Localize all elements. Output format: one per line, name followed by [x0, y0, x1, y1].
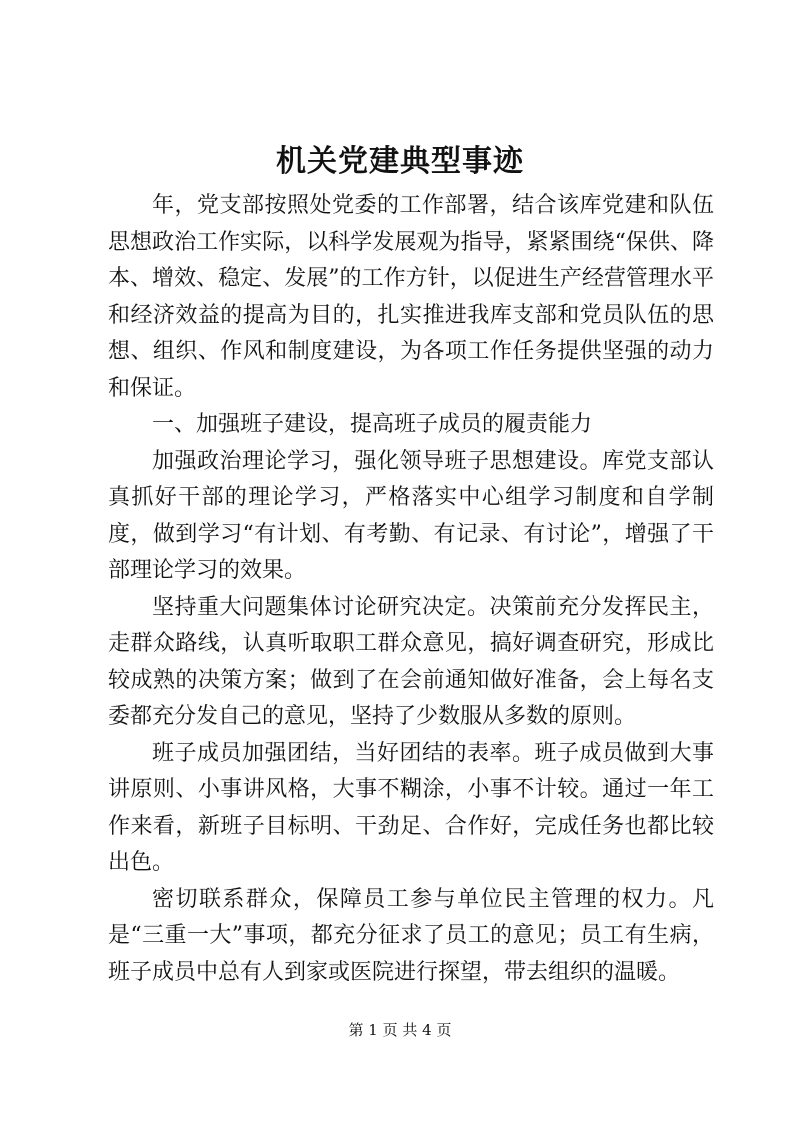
paragraph-unity: 班子成员加强团结，当好团结的表率。班子成员做到大事讲原则、小事讲风格，大事不糊涂，小事不计较。通过一年工作来看，新班子目标明、干劲足、合作好，完成任务也都比较出色。 — [108, 740, 714, 875]
document-title: 机关党建典型事迹 — [276, 144, 524, 179]
section-heading: 一、加强班子建设，提高班子成员的履责能力 — [152, 412, 593, 437]
document-body — [108, 188, 714, 991]
paragraph-decision: 坚持重大问题集体讨论研究决定。决策前充分发挥民主，走群众路线，认真听取职工群众意见，搞好调查研究，形成比较成熟的决策方案；做到了在会前通知做好准备，会上每名支委都充分发自己的意见，坚持了少数服从多数的原则。 — [108, 594, 714, 729]
paragraph-masses: 密切联系群众，保障员工参与单位民主管理的权力。凡是“三重一大”事项，都充分征求了员工的意见；员工有生病，班子成员中总有人到家或医院进行探望，带去组织的温暖。 — [108, 886, 714, 985]
page-number: 第 1 页 共 4 页 — [348, 1021, 452, 1039]
paragraph-intro: 年，党支部按照处党委的工作部署，结合该库党建和队伍思想政治工作实际，以科学发展观为指导，紧紧围绕“保供、降本、增效、稳定、发展”的工作方针，以促进生产经营管理水平和经济效益的提高为目的，扎实推进我库支部和党员队伍的思想、组织、作风和制度建设，为各项工作任务提供坚强的动力和保证。 — [108, 193, 714, 401]
paragraph-study: 加强政治理论学习，强化领导班子思想建设。库党支部认真抓好干部的理论学习，严格落实中心组学习制度和自学制度，做到学习“有计划、有考勤、有记录、有讨论”，增强了干部理论学习的效果。 — [108, 448, 714, 583]
